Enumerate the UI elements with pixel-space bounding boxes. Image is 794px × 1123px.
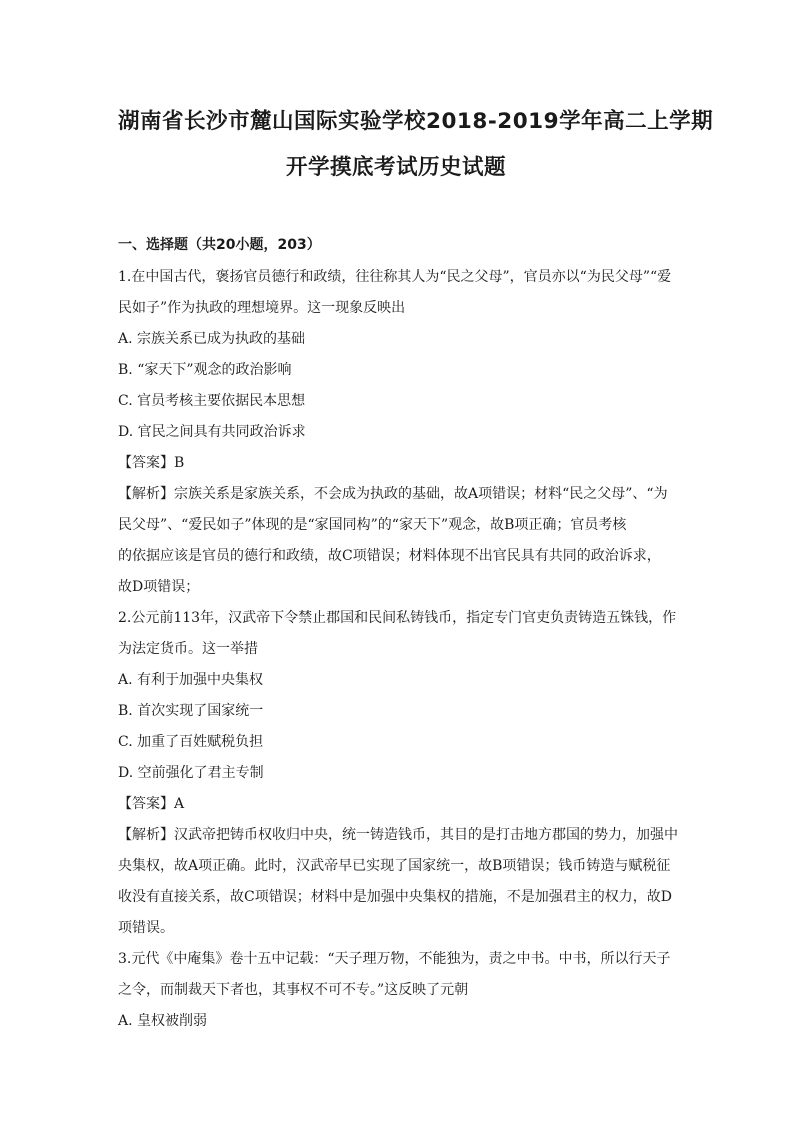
analysis-line: 收没有直接关系，故C项错误；材料中是加强中央集权的措施，不是加强君主的权力，故D (118, 889, 672, 905)
question-1-analysis (118, 479, 674, 603)
answer-label: 【答案】 (118, 796, 174, 812)
question-2-stem-line: 为法定货币。这一举措 (118, 641, 258, 657)
analysis-label: 【解析】 (118, 486, 174, 502)
answer-value: A (174, 796, 185, 812)
analysis-line: 项错误。 (118, 920, 174, 936)
question-1 (118, 262, 674, 603)
analysis-line: 民父母”、“爱民如子”体现的是“家国同构”的“家天下”观念，故B项正确；官员考核 (118, 517, 627, 533)
analysis-line: 故D项错误； (118, 579, 200, 595)
question-3 (118, 944, 674, 1037)
answer-label: 【答案】 (118, 455, 174, 471)
analysis-label: 【解析】 (118, 827, 174, 843)
question-2-option-a: A. 有利于加强中央集权 (118, 672, 264, 688)
title-line-1: 湖南省长沙市麓山国际实验学校2018-2019学年高二上学期 (118, 109, 714, 134)
question-1-option-c: C. 官员考核主要依据民本思想 (118, 393, 306, 409)
question-2-option-b: B. 首次实现了国家统一 (118, 703, 264, 719)
question-2-option-c: C. 加重了百姓赋税负担 (118, 734, 264, 750)
question-1-option-a: A. 宗族关系已成为执政的基础 (118, 331, 306, 347)
analysis-line (118, 820, 678, 851)
question-1-option-b: B. “家天下”观念的政治影响 (118, 362, 292, 378)
question-2-analysis (118, 820, 678, 944)
question-3-stem-line: 之令，而制裁天下者也，其事权不可不专。”这反映了元朝 (118, 982, 469, 998)
question-1-stem-line: 1.在中国古代，褒扬官员德行和政绩，往往称其人为“民之父母”，官员亦以“为民父母”“爱 (118, 269, 672, 285)
analysis-line: 的依据应该是官员的德行和政绩，故C项错误；材料体现不出官民具有共同的政治诉求， (118, 548, 661, 564)
analysis-line: 央集权，故A项正确。此时，汉武帝早已实现了国家统一，故B项错误；钱币铸造与赋税征 (118, 858, 671, 874)
analysis-text: 宗族关系是家族关系，不会成为执政的基础，故A项错误；材料“民之父母”、“为 (174, 486, 668, 502)
question-2-answer (118, 789, 674, 820)
question-2-stem-line: 2.公元前113年，汉武帝下令禁止郡国和民间私铸钱币，指定专门官吏负责铸造五铢钱，作 (118, 610, 677, 626)
answer-value: B (174, 455, 185, 471)
title-line-2: 开学摸底考试历史试题 (285, 155, 506, 180)
question-1-answer (118, 448, 674, 479)
section-heading: 一、选择题（共20小题，203） (118, 237, 321, 253)
question-2-option-d: D. 空前强化了君主专制 (118, 765, 264, 781)
analysis-line (118, 479, 674, 510)
question-1-option-d: D. 官民之间具有共同政治诉求 (118, 424, 306, 440)
analysis-text: 汉武帝把铸币权收归中央，统一铸造钱币，其目的是打击地方郡国的势力，加强中 (174, 827, 678, 843)
question-3-option-a: A. 皇权被削弱 (118, 1013, 208, 1029)
question-3-stem-line: 3.元代《中庵集》卷十五中记载：“天子理万物，不能独为，责之中书。中书，所以行天子 (118, 951, 671, 967)
question-2 (118, 603, 678, 944)
question-1-stem-line: 民如子”作为执政的理想境界。这一现象反映出 (118, 300, 406, 316)
